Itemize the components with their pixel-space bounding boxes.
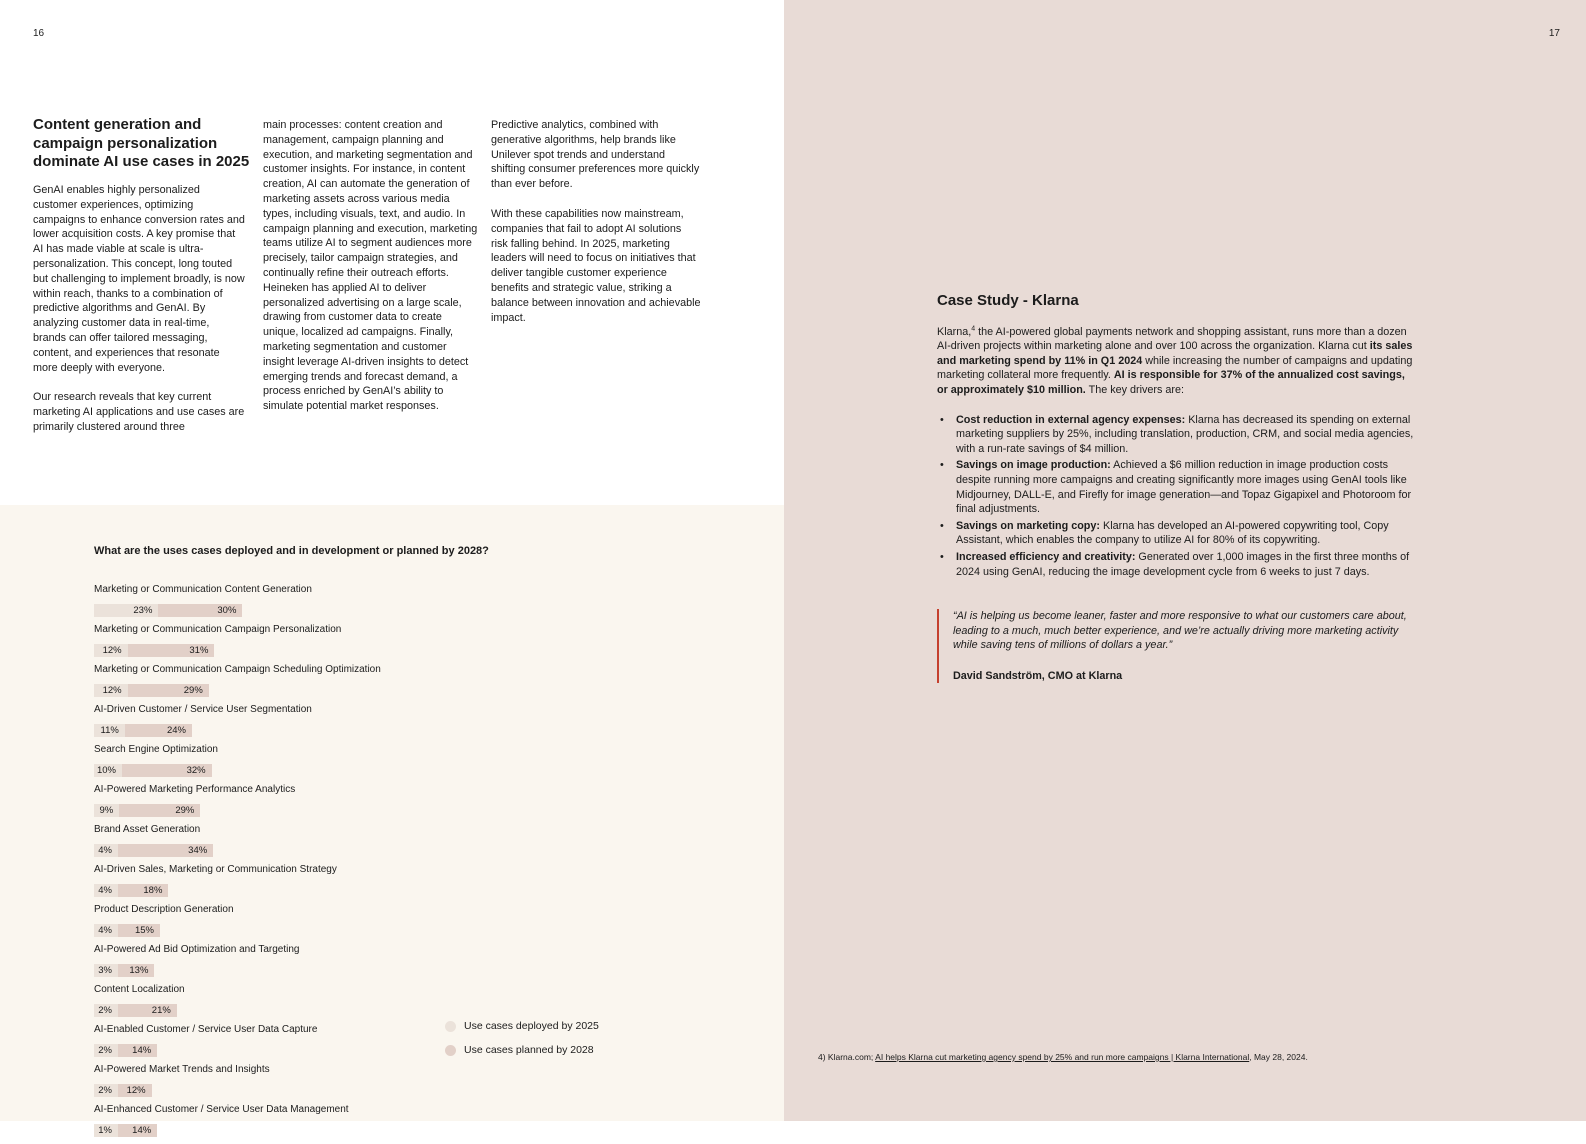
bar-value-label: 34%	[188, 844, 208, 856]
chart-bar	[94, 764, 212, 777]
bar-value-label: 32%	[186, 764, 206, 776]
bar-value-label: 12%	[126, 1084, 146, 1096]
intro-text: while increasing the number of campaigns and updating marketing collateral more frequently.	[937, 354, 1413, 382]
bar-segment-planned	[118, 844, 213, 857]
chart-category-label: AI-Powered Market Trends and Insights	[94, 1064, 270, 1075]
bar-segment-planned	[118, 1084, 152, 1097]
bullet-lead: Savings on marketing copy:	[956, 519, 1100, 532]
chart-row	[94, 864, 714, 898]
chart-rows	[94, 584, 714, 1138]
bar-segment-deployed	[94, 1004, 118, 1017]
chart-category-label: Marketing or Communication Campaign Personalization	[94, 624, 342, 635]
page-number-right: 17	[1548, 28, 1560, 39]
bar-value-label: 29%	[183, 684, 203, 696]
chart-row	[94, 944, 714, 978]
legend-item-planned	[445, 1044, 599, 1056]
bar-value-label: 9%	[99, 804, 114, 816]
bar-segment-deployed	[94, 964, 118, 977]
chart-category-label: Marketing or Communication Content Generation	[94, 584, 312, 595]
bar-segment-planned	[118, 964, 154, 977]
bar-value-label: 12%	[102, 644, 122, 656]
paragraph: Our research reveals that key current marketing AI applications and use cases are primarily clustered around three	[33, 391, 245, 433]
use-cases-chart	[94, 545, 714, 1144]
bar-segment-planned	[118, 1004, 177, 1017]
footnote	[818, 1052, 1378, 1063]
bar-value-label: 4%	[98, 924, 112, 936]
quote-attribution: David Sandström, CMO at Klarna	[953, 669, 1123, 682]
intro-text: the AI-powered global payments network and shopping assistant, runs more than a dozen AI-driven projects within marketing alone and over 100 across the organization. Klarna cut	[937, 325, 1407, 353]
bar-segment-planned	[118, 1044, 157, 1057]
paragraph: Predictive analytics, combined with generative algorithms, help brands like Unilever spot trends and understand shifting consumer preferences more quickly than ever before.	[491, 119, 700, 191]
bar-segment-deployed	[94, 684, 128, 697]
bullet-text: Klarna has decreased its spending on external marketing suppliers by 25%, including translation, production, CRM, and social media agencies, with a run-rate savings of $4 million.	[956, 413, 1414, 455]
chart-category-label: Search Engine Optimization	[94, 744, 218, 755]
bar-value-label: 31%	[189, 644, 209, 656]
chart-category-label: AI-Powered Ad Bid Optimization and Targeting	[94, 944, 300, 955]
paragraph: With these capabilities now mainstream, companies that fail to adopt AI solutions risk falling behind. In 2025, marketing leaders will need to focus on initiatives that deliver tangible customer experience benefits and strategic value, striking a balance between innovation and achievable impact.	[491, 207, 701, 324]
chart-bar	[94, 604, 242, 617]
legend-dot-deployed	[445, 1021, 456, 1032]
bullet-text: Achieved a $6 million reduction in image production costs despite running more campaigns and creating significantly more images using GenAI tools like Midjourney, DALL-E, and Firefly for image generation—and Topaz Gigapixel and Photoroom for final adjustments.	[956, 459, 1412, 516]
pull-quote	[937, 609, 1417, 683]
chart-row	[94, 744, 714, 778]
bullet-text: Klarna has developed an AI-powered copywriting tool, Copy Assistant, which enables the company to utilize AI for 80% of its copywriting.	[956, 519, 1389, 547]
chart-bar	[94, 724, 192, 737]
page-left	[0, 0, 784, 1136]
bar-segment-planned	[119, 804, 200, 817]
chart-bar	[94, 884, 168, 897]
bar-segment-deployed	[94, 724, 125, 737]
bar-value-label: 11%	[100, 724, 119, 736]
quote-text: “AI is helping us become leaner, faster and more responsive to what our customers care about, leading to a much, much better experience, and we’re actually driving more marketing activity while saving tens of millions of dollars a year.”	[953, 610, 1407, 652]
article-column-2	[263, 118, 479, 429]
bullet-text: Generated over 1,000 images in the first three months of 2024 using GenAI, reducing the image development cycle from 6 weeks to just 7 days.	[956, 550, 1410, 578]
bar-value-label: 29%	[175, 804, 195, 816]
footnote-marker: 4	[971, 325, 976, 332]
legend-item-deployed	[445, 1020, 599, 1032]
chart-row	[94, 984, 714, 1018]
bar-value-label: 15%	[134, 924, 154, 936]
bar-value-label: 2%	[98, 1004, 112, 1016]
bullet-lead: Increased efficiency and creativity:	[956, 550, 1136, 563]
chart-section	[0, 505, 784, 1136]
bar-segment-deployed	[94, 604, 158, 617]
bar-segment-deployed	[94, 1044, 118, 1057]
chart-row	[94, 664, 714, 698]
intro-bold: AI is responsible for 37% of the annualized cost savings, or approximately $10 million.	[937, 369, 1405, 396]
chart-bar	[94, 924, 160, 937]
chart-category-label: AI-Enhanced Customer / Service User Data Management	[94, 1104, 349, 1115]
chart-legend	[445, 1020, 599, 1068]
intro-text: The key drivers are:	[1085, 383, 1185, 396]
bar-value-label: 2%	[98, 1084, 112, 1096]
chart-bar	[94, 844, 213, 857]
bar-value-label: 21%	[151, 1004, 171, 1016]
bar-value-label: 2%	[98, 1044, 112, 1056]
bar-segment-planned	[118, 924, 160, 937]
chart-bar	[94, 804, 200, 817]
legend-label: Use cases deployed by 2025	[464, 1020, 599, 1032]
bar-segment-planned	[128, 644, 215, 657]
bar-segment-deployed	[94, 1124, 118, 1137]
chart-category-label: AI-Driven Customer / Service User Segmentation	[94, 704, 312, 715]
bar-value-label: 4%	[98, 844, 112, 856]
key-drivers-list	[937, 413, 1417, 580]
chart-row	[94, 904, 714, 938]
bar-segment-deployed	[94, 884, 118, 897]
case-study-intro	[937, 325, 1417, 398]
bar-segment-deployed	[94, 804, 119, 817]
list-item	[937, 519, 1417, 548]
article-column-1	[33, 183, 245, 450]
chart-category-label: AI-Enabled Customer / Service User Data Capture	[94, 1024, 318, 1035]
chart-row	[94, 1064, 714, 1098]
bar-value-label: 14%	[132, 1044, 152, 1056]
bar-segment-planned	[118, 1124, 157, 1137]
bar-value-label: 24%	[166, 724, 186, 736]
chart-bar	[94, 684, 209, 697]
case-study-heading: Case Study - Klarna	[937, 292, 1079, 309]
chart-row	[94, 1024, 714, 1058]
list-item	[937, 458, 1417, 516]
footnote-suffix: , May 28, 2024.	[1249, 1052, 1308, 1062]
bullet-lead: Cost reduction in external agency expenses:	[956, 413, 1186, 426]
chart-row	[94, 624, 714, 658]
legend-label: Use cases planned by 2028	[464, 1044, 594, 1056]
footnote-link[interactable]: AI helps Klarna cut marketing agency spend by 25% and run more campaigns | Klarna International	[875, 1052, 1250, 1062]
chart-category-label: Brand Asset Generation	[94, 824, 201, 835]
chart-bar	[94, 1044, 157, 1057]
bar-segment-deployed	[94, 644, 128, 657]
bar-value-label: 4%	[98, 884, 112, 896]
chart-bar	[94, 1124, 157, 1137]
intro-bold: its sales and marketing spend by 11% in Q1 2024	[937, 340, 1413, 367]
chart-row	[94, 784, 714, 818]
list-item	[937, 413, 1417, 457]
page-number-left: 16	[33, 28, 45, 39]
chart-row	[94, 584, 714, 618]
article-column-3	[491, 118, 701, 340]
list-item	[937, 550, 1417, 579]
chart-bar	[94, 964, 154, 977]
chart-category-label: AI-Driven Sales, Marketing or Communication Strategy	[94, 864, 337, 875]
paragraph: main processes: content creation and management, campaign planning and execution, and marketing segmentation and customer insights. For instance, in content creation, AI can automate the generation of marketing assets across various media types, including visuals, text, and audio. In campaign planning and execution, marketing teams utilize AI to segment audiences more precisely, tailor campaign strategies, and continually refine their outreach efforts. Heineken has applied AI to deliver personalized advertising on a large scale, drawing from customer data to create unique, localized ad campaigns. Finally, marketing segmentation and customer insight leverage AI-driven insights to detect emerging trends and forecast demand, a process enriched by GenAI’s ability to simulate potential market responses.	[263, 119, 478, 413]
chart-row	[94, 824, 714, 858]
footnote-prefix: 4) Klarna.com;	[818, 1052, 876, 1062]
chart-title: What are the uses cases deployed and in development or planned by 2028?	[94, 545, 489, 557]
article-heading: Content generation and campaign personalization dominate AI use cases in 2025	[33, 116, 250, 170]
bar-value-label: 30%	[217, 604, 237, 616]
chart-category-label: Content Localization	[94, 984, 185, 995]
bar-segment-planned	[158, 604, 242, 617]
chart-bar	[94, 1084, 152, 1097]
chart-category-label: Marketing or Communication Campaign Scheduling Optimization	[94, 664, 381, 675]
chart-category-label: AI-Powered Marketing Performance Analytics	[94, 784, 296, 795]
paragraph: GenAI enables highly personalized customer experiences, optimizing campaigns to enhance conversion rates and lower acquisition costs. A key promise that AI has made viable at scale is ultra-personalization. This concept, long touted but challenging to implement broadly, is now within reach, thanks to a combination of predictive algorithms and GenAI. By analyzing customer data in real-time, brands can offer tailored messaging, content, and experiences that resonate more deeply with everyone.	[33, 184, 245, 374]
chart-category-label: Product Description Generation	[94, 904, 234, 915]
bar-value-label: 18%	[143, 884, 163, 896]
bar-segment-deployed	[94, 1084, 118, 1097]
legend-dot-planned	[445, 1045, 456, 1056]
bar-segment-planned	[125, 724, 192, 737]
bar-value-label: 23%	[133, 604, 153, 616]
page-right	[784, 0, 1586, 1121]
bullet-lead: Savings on image production:	[956, 459, 1111, 472]
bar-value-label: 12%	[102, 684, 122, 696]
case-study	[937, 294, 1417, 683]
bar-segment-deployed	[94, 764, 122, 777]
chart-bar	[94, 644, 214, 657]
bar-segment-deployed	[94, 844, 118, 857]
bar-segment-planned	[128, 684, 209, 697]
chart-row	[94, 704, 714, 738]
bar-value-label: 13%	[129, 964, 149, 976]
bar-segment-planned	[118, 884, 168, 897]
intro-text: Klarna,	[937, 325, 972, 338]
chart-bar	[94, 1004, 177, 1017]
bar-segment-planned	[122, 764, 212, 777]
chart-row	[94, 1104, 714, 1138]
bar-value-label: 10%	[96, 764, 116, 776]
bar-value-label: 14%	[132, 1124, 152, 1136]
bar-value-label: 1%	[98, 1124, 112, 1136]
bar-segment-deployed	[94, 924, 118, 937]
bar-value-label: 3%	[98, 964, 112, 976]
